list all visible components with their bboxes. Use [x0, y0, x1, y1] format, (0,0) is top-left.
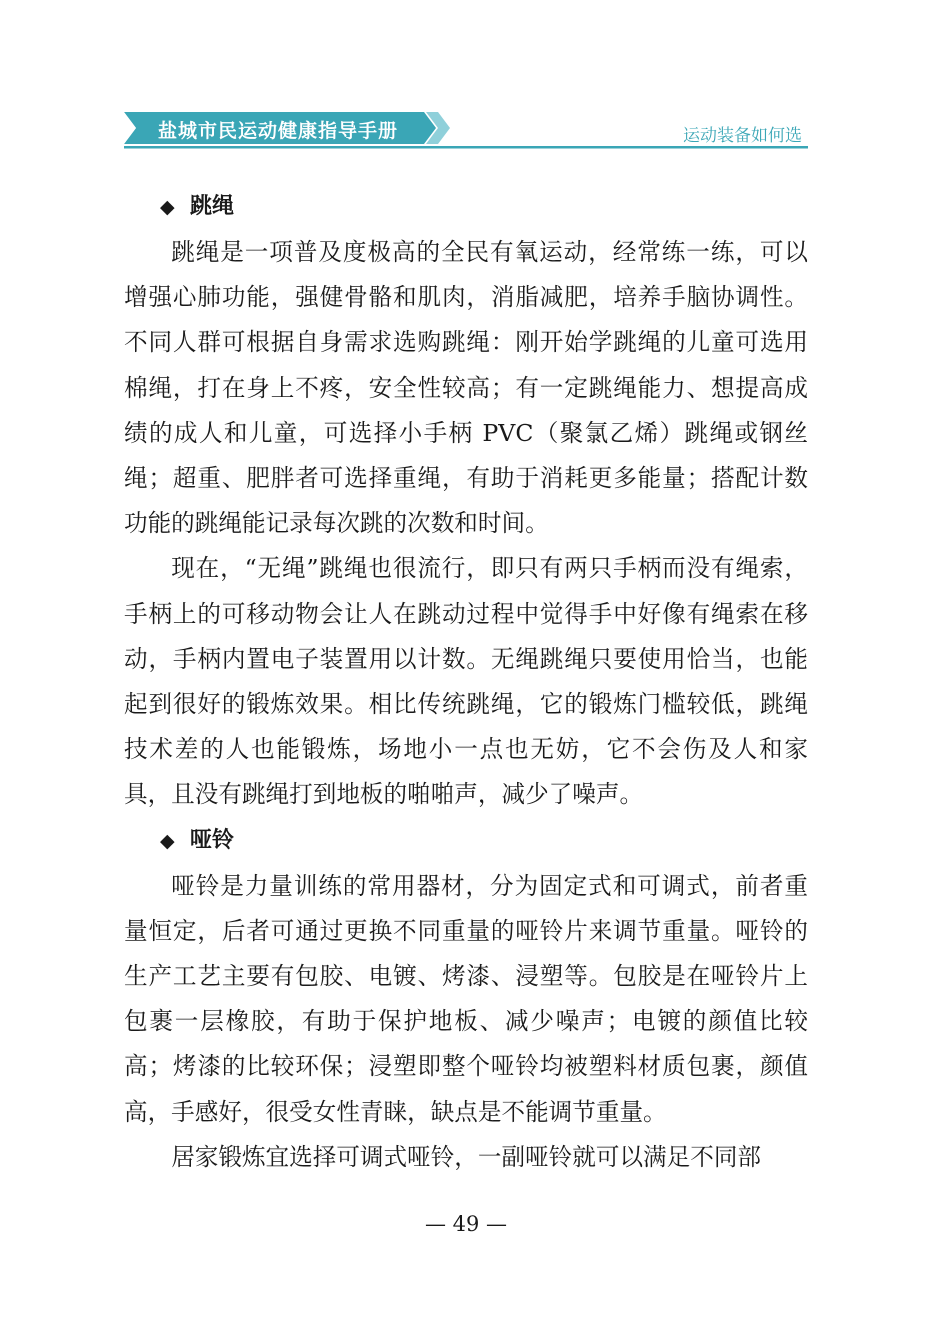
page-number: — 49 — [424, 1212, 508, 1236]
diamond-bullet-icon: ◆ [160, 829, 175, 852]
paragraph: 居家锻炼宜选择可调式哑铃，一副哑铃就可以满足不同部 [171, 1142, 762, 1171]
chapter-title: 运动装备如何选 [683, 126, 802, 146]
heading-text: 哑铃 [190, 827, 235, 853]
paragraph: 哑铃是力量训练的常用器材，分为固定式和可调式，前者重量恒定，后者可通过更换不同重量的哑铃片来调节重量。哑铃的生产工艺主要有包胶、电镀、烤漆、浸塑等。包胶是在哑铃片上包裹一层橡胶，有助于保护地板、减少噪声；电镀的颜值比较高；烤漆的比较环保；浸塑即整个哑铃均被塑料材质包裹，颜值高，手感好，很受女性青睐，缺点是不能调节重量。 [124, 871, 808, 1126]
paragraph: 跳绳是一项普及度极高的全民有氧运动，经常练一练，可以增强心肺功能，强健骨骼和肌肉，消脂减肥，培养手脑协调性。不同人群可根据自身需求选购跳绳：刚开始学跳绳的儿童可选用棉绳，打在身上不疼，安全性较高；有一定跳绳能力、想提高成绩的成人和儿童，可选择小手柄 PVC（聚氯乙烯）跳绳或钢丝绳；超重、肥胖者可选择重绳，有助于消耗更多能量；搭配计数功能的跳绳能记录每次跳的次数和时间。 [124, 238, 808, 538]
heading-text: 跳绳 [190, 194, 235, 219]
section-heading-dumbbell [124, 818, 808, 864]
book-title: 盐城市民运动健康指导手册 [158, 120, 399, 142]
page-body [124, 184, 808, 1180]
diamond-bullet-icon: ◆ [160, 196, 175, 218]
page-header [124, 106, 808, 152]
paragraph: 现在，“无绳”跳绳也很流行，即只有两只手柄而没有绳索，手柄上的可移动物会让人在跳动过程中觉得手中好像有绳索在移动，手柄内置电子装置用以计数。无绳跳绳只要使用恰当，也能起到很好的锻炼效果。相比传统跳绳，它的锻炼门槛较低，跳绳技术差的人也能锻炼，场地小一点也无妨，它不会伤及人和家具，且没有跳绳打到地板的啪啪声，减少了噪声。 [124, 554, 808, 809]
section-heading-jump-rope [124, 184, 808, 230]
header-rule [124, 146, 808, 149]
